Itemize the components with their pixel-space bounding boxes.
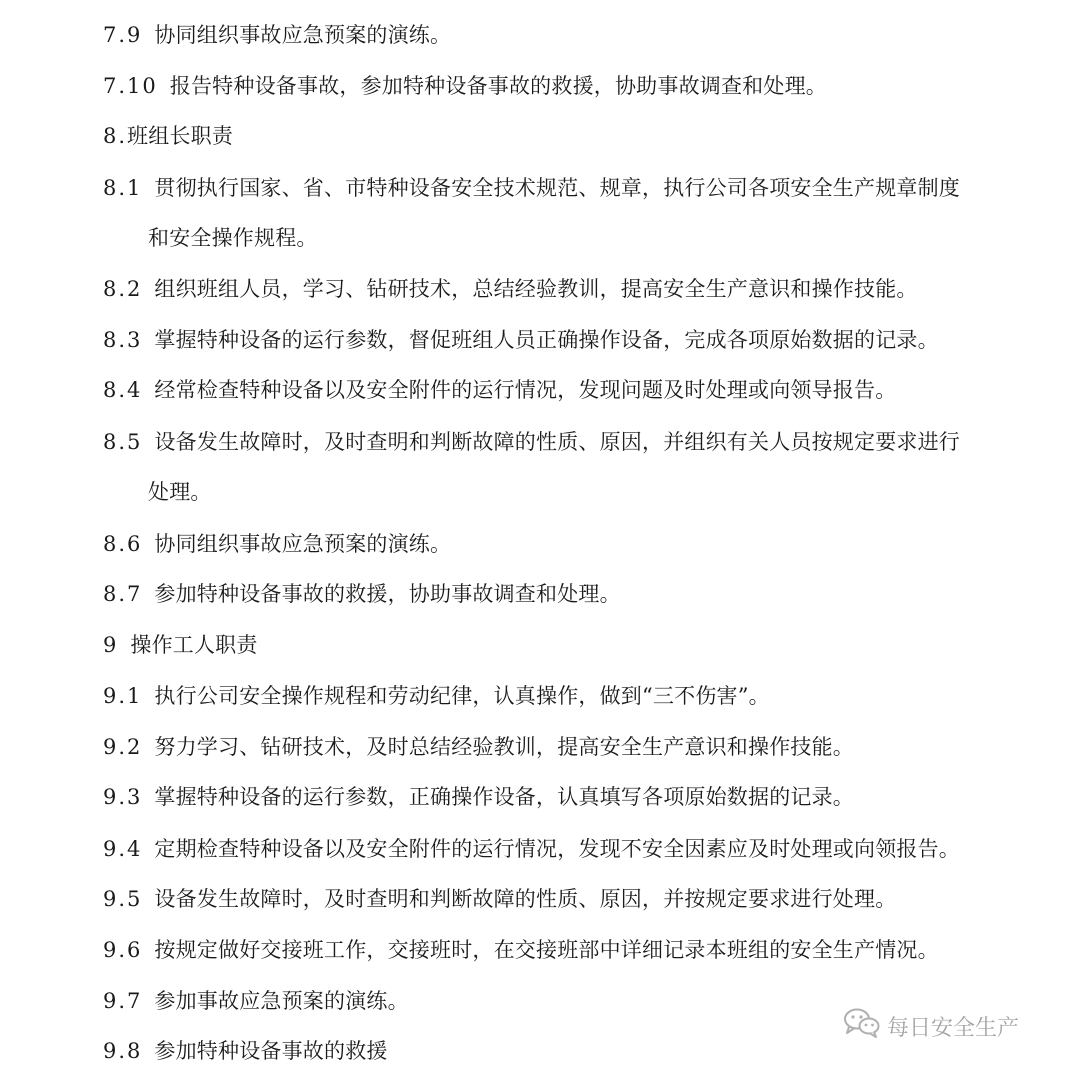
clause-9-8 xyxy=(103,1036,388,1066)
clause-9-5 xyxy=(103,884,896,914)
clause-number: 9.5 xyxy=(103,887,143,911)
clause-number: 8.5 xyxy=(103,430,143,454)
clause-text: 定期检查特种设备以及安全附件的运行情况，发现不安全因素应及时处理或向领报告。 xyxy=(154,837,961,861)
clause-8-5-continuation xyxy=(148,477,212,507)
clause-text: 参加特种设备事故的救援，协助事故调查和处理。 xyxy=(154,582,621,606)
clause-number: 9.1 xyxy=(103,684,143,708)
clause-number: 8.2 xyxy=(103,277,143,301)
clause-number: 7.10 xyxy=(103,74,158,98)
watermark xyxy=(843,1008,1019,1044)
clause-text: 和安全操作规程。 xyxy=(148,226,318,250)
clause-text: 按规定做好交接班工作，交接班时，在交接班部中详细记录本班组的安全生产情况。 xyxy=(154,938,939,962)
clause-number: 9.7 xyxy=(103,989,143,1013)
watermark-text: 每日安全生产 xyxy=(887,1015,1020,1041)
section-heading-9 xyxy=(103,630,258,660)
section-heading-8 xyxy=(103,121,233,151)
clause-9-4 xyxy=(103,834,960,864)
clause-7-9 xyxy=(103,20,451,50)
clause-8-1 xyxy=(103,173,960,203)
clause-text: 掌握特种设备的运行参数，正确操作设备，认真填写各项原始数据的记录。 xyxy=(154,785,855,809)
clause-8-3 xyxy=(103,325,939,355)
clause-number: 9.6 xyxy=(103,938,143,962)
clause-text: 经常检查特种设备以及安全附件的运行情况，发现问题及时处理或向领导报告。 xyxy=(154,378,897,402)
clause-9-6 xyxy=(103,935,939,965)
clause-text: 组织班组人员，学习、钻研技术，总结经验教训，提高安全生产意识和操作技能。 xyxy=(154,277,918,301)
clause-7-10 xyxy=(103,71,827,101)
clause-text: 执行公司安全操作规程和劳动纪律，认真操作，做到“三不伤害”。 xyxy=(154,684,770,708)
clause-text: 协同组织事故应急预案的演练。 xyxy=(154,532,452,556)
clause-8-7 xyxy=(103,579,621,609)
clause-text: 报告特种设备事故，参加特种设备事故的救援，协助事故调查和处理。 xyxy=(169,74,827,98)
clause-number: 9.4 xyxy=(103,837,143,861)
clause-number: 8.7 xyxy=(103,582,143,606)
section-title: 班组长职责 xyxy=(127,124,234,148)
clause-text: 设备发生故障时，及时查明和判断故障的性质、原因，并按规定要求进行处理。 xyxy=(154,887,897,911)
clause-text: 掌握特种设备的运行参数，督促班组人员正确操作设备，完成各项原始数据的记录。 xyxy=(154,328,939,352)
clause-text: 贯彻执行国家、省、市特种设备安全技术规范、规章，执行公司各项安全生产规章制度 xyxy=(154,176,961,200)
clause-number: 9.8 xyxy=(103,1039,143,1063)
clause-number: 8.6 xyxy=(103,532,143,556)
wechat-icon xyxy=(843,1007,881,1045)
clause-number: 8.3 xyxy=(103,328,143,352)
clause-text: 处理。 xyxy=(148,480,212,504)
section-number: 8. xyxy=(103,124,128,148)
clause-text: 协同组织事故应急预案的演练。 xyxy=(154,23,452,47)
clause-text: 设备发生故障时，及时查明和判断故障的性质、原因，并组织有关人员按规定要求进行 xyxy=(154,430,961,454)
clause-number: 7.9 xyxy=(103,23,143,47)
clause-number: 8.1 xyxy=(103,176,143,200)
clause-text: 参加特种设备事故的救援 xyxy=(154,1039,388,1063)
clause-9-3 xyxy=(103,782,854,812)
section-number: 9 xyxy=(103,633,119,657)
clause-9-1 xyxy=(103,681,770,711)
clause-8-4 xyxy=(103,375,896,405)
clause-8-5 xyxy=(103,427,960,457)
clause-8-6 xyxy=(103,529,451,559)
clause-number: 9.3 xyxy=(103,785,143,809)
clause-8-1-continuation xyxy=(148,223,318,253)
clause-text: 努力学习、钻研技术，及时总结经验教训，提高安全生产意识和操作技能。 xyxy=(154,735,855,759)
clause-8-2 xyxy=(103,274,918,304)
clause-text: 参加事故应急预案的演练。 xyxy=(154,989,409,1013)
clause-9-2 xyxy=(103,732,854,762)
clause-number: 8.4 xyxy=(103,378,143,402)
clause-9-7 xyxy=(103,986,409,1016)
clause-number: 9.2 xyxy=(103,735,143,759)
section-title: 操作工人职责 xyxy=(130,633,258,657)
